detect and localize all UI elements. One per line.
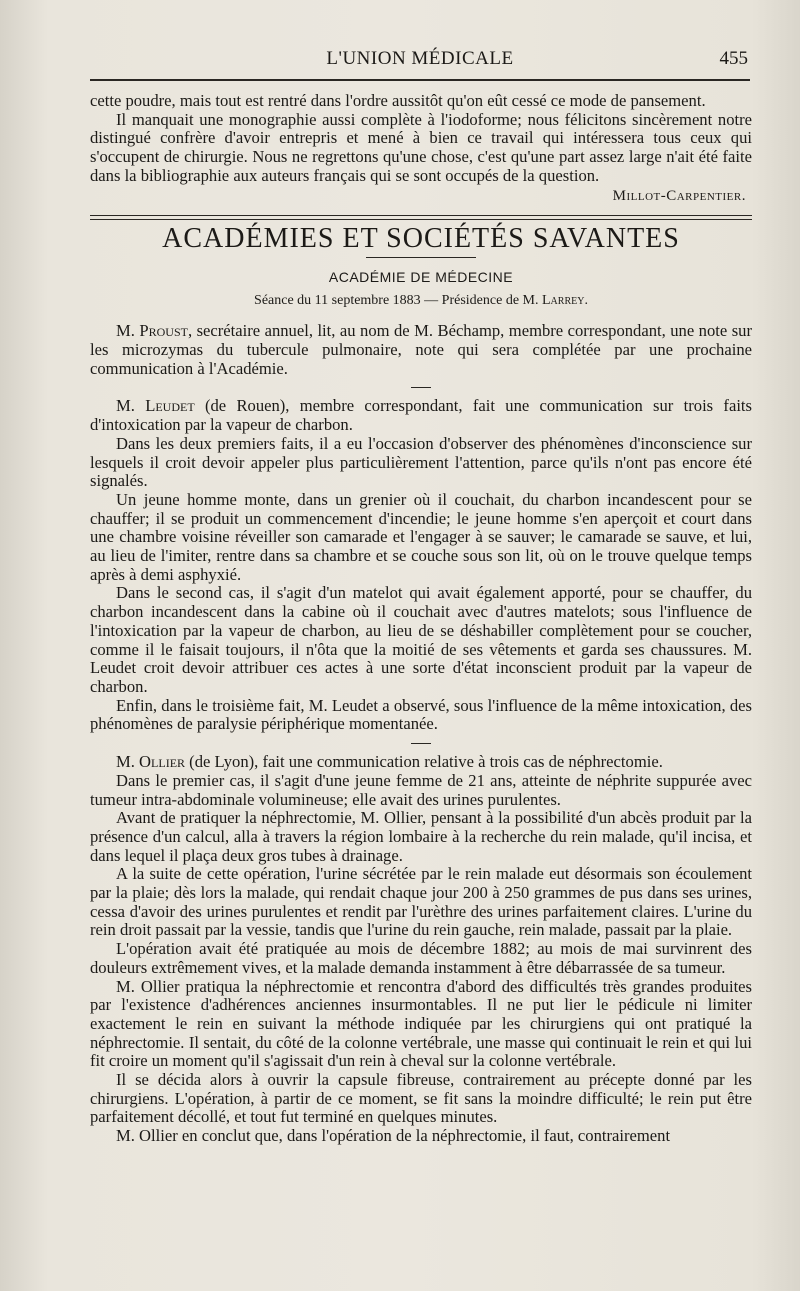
seance-text: Séance du 11 septembre 1883 — Présidence de M. (254, 292, 542, 308)
header-rule (90, 79, 750, 81)
page-header (90, 46, 750, 76)
ollier-paragraph-6: M. Ollier pratiqua la néphrectomie et rencontra d'abord des difficultés très grandes produites par l'existence d'adhérences anciennes insurmontables. Il ne put lier le pédicule ni limiter exactement le rein en suivant la méthode indiquée par les chirurgiens qui ont pratiqué la néphrectomie. Il sentait, du côté de la colonne vertébrale, une masse qui continuait le rein et qui lui fit croire un moment qu'il s'agissait d'un rein à cheval sur la colonne vertébrale. (90, 976, 752, 1071)
leudet-paragraph-1 (90, 397, 752, 434)
ollier-paragraph-3: Avant de pratiquer la néphrectomie, M. Ollier, pensant à la possibilité d'un abcès produit par la présence d'un calcul, alla à travers la région lombaire à la recherche du rein malade, qu'il incisa, et dans lequel il plaça deux gros tubes à drainage. (90, 808, 752, 865)
ollier-paragraph-1 (90, 753, 752, 772)
academy-heading: ACADÉMIE DE MÉDECINE (328, 268, 514, 285)
ollier-paragraph-5: L'opération avait été pratiquée au mois de décembre 1882; au mois de mai survinrent des douleurs extrêmement vives, et la malade demanda instamment à être débarrassée de sa tumeur. (90, 939, 752, 977)
speaker-ollier: M. Ollier (116, 752, 186, 772)
separator (411, 743, 431, 744)
section-title: ACADÉMIES ET SOCIÉTÉS SAVANTES (162, 223, 680, 255)
author-signature: Millot-Carpentier. (612, 187, 746, 204)
seance-line (90, 292, 752, 311)
leudet-paragraph-5: Enfin, dans le troisième fait, M. Leudet a observé, sous l'influence de la même intoxication, des phénomènes de paralysie périphérique momentanée. (90, 695, 752, 734)
ollier-paragraph-4: A la suite de cette opération, l'urine sécrétée par le rein malade eut désormais son écoulement par la plaie; dès lors la malade, qui rendait chaque jour 200 à 250 grammes de pus dans ses urines, cessa d'avoir des urines purulentes et rendit par l'urèthre des urines parfaitement claires. L'urine du rein droit passait par la vessie, tandis que l'urine du rein gauche, rein malade, passait par la plaie. (90, 864, 752, 940)
intro-paragraph-1: cette poudre, mais tout est rentré dans l'ordre aussitôt qu'on eût cessé ce mode de pansement. (90, 91, 706, 110)
running-title: L'UNION MÉDICALE (326, 48, 514, 69)
speaker-proust: M. Proust (116, 321, 188, 341)
seance-president: Larrey (542, 292, 585, 308)
page-body (90, 92, 752, 1146)
leudet-paragraph-2: Dans les deux premiers faits, il a eu l'occasion d'observer des phénomènes d'inconscience sur lesquels il croit devoir appeler plus particulièrement l'attention, parce qu'ils n'ont pas encore été signalés. (90, 433, 752, 491)
separator (411, 387, 431, 388)
leudet-text: (de Rouen), membre correspondant, fait une communication sur trois faits d'intoxication par la vapeur de charbon. (90, 396, 753, 435)
proust-text: , secrétaire annuel, lit, au nom de M. Béchamp, membre correspondant, une note sur les microzymas du tubercule pulmonaire, note qui sera complétée par une prochaine communication à l'Académie. (90, 321, 752, 378)
intro-paragraph-2: Il manquait une monographie aussi complète à l'iodoforme; nous félicitons sincèrement notre distingué confrère d'avoir entrepris et mené à bien ce travail qui intéressera tous ceux qui s'occupent de chirurgie. Nous ne regrettons qu'une chose, c'est qu'une part assez large n'ait été faite dans la bibliographie aux auteurs français qui se sont occupés de la question. (90, 109, 752, 185)
leudet-paragraph-3: Un jeune homme monte, dans un grenier où il couchait, du charbon incandescent pour se chauffer; il se produit un commencement d'incendie; le jeune homme s'en aperçoit et court dans une chambre voisine réveiller son camarade et l'engager à se sauver; le camarade se sauve, et lui, au lieu de l'imiter, rentre dans sa chambre et se couche sous son lit, où on le trouve quelque temps après à demi asphyxié. (90, 489, 752, 584)
ollier-paragraph-7: Il se décida alors à ouvrir la capsule fibreuse, contrairement au précepte donné par les chirurgiens. L'opération, à partir de ce moment, se fit sans la moindre difficulté; le rein put être parfaitement décollé, et tout fut terminé en quelques minutes. (90, 1070, 752, 1127)
speaker-leudet: M. Leudet (116, 396, 195, 416)
ollier-paragraph-2: Dans le premier cas, il s'agit d'une jeune femme de 21 ans, atteinte de néphrite suppurée avec tumeur intra-abdominale volumineuse; elle avait des urines purulentes. (90, 770, 752, 809)
ollier-paragraph-8: M. Ollier en conclut que, dans l'opération de la néphrectomie, il faut, contrairement (116, 1126, 671, 1146)
title-rule (366, 257, 476, 258)
leudet-paragraph-4: Dans le second cas, il s'agit d'un matelot qui avait également apporté, pour se chauffer, du charbon incandescent dans la cabine où il couchait avec d'autres matelots; sous l'influence de l'intoxication par la vapeur de charbon, au lieu de se déshabiller complètement pour se coucher, comme il le faisait toujours, il n'ôta que la moitié de ses vêtements et garda ses chaussures. M. Leudet croit devoir attribuer ces actes à une sorte d'état inconscient produit par la vapeur de charbon. (90, 583, 752, 696)
ollier-text: (de Lyon), fait une communication relative à trois cas de néphrectomie. (185, 752, 663, 772)
section-divider (90, 215, 752, 220)
page-number: 455 (719, 48, 748, 69)
seance-suffix: . (584, 292, 588, 308)
proust-paragraph (90, 322, 752, 378)
